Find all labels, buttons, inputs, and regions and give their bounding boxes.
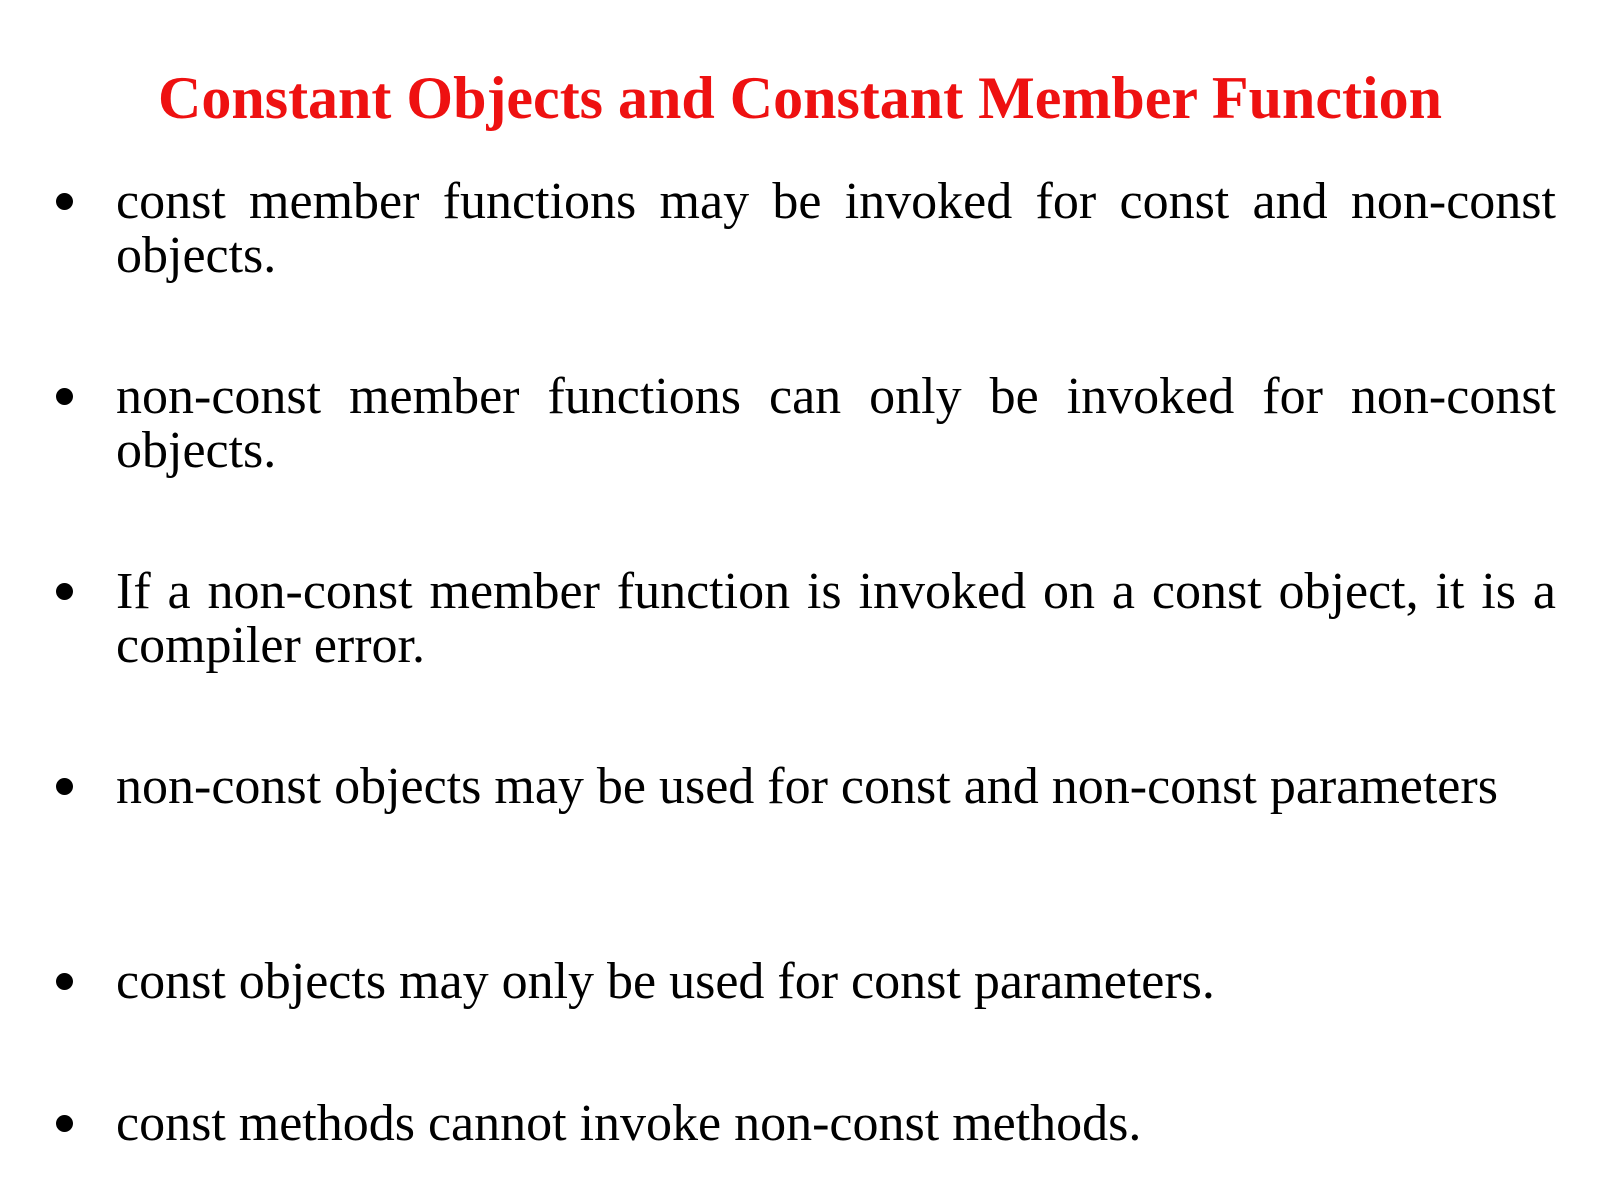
bullet-dot-icon: [56, 583, 73, 600]
bullet-text: If a non-const member function is invoked on a const object, it is a compiler error.: [116, 563, 1556, 674]
bullet-dot-icon: [56, 1115, 73, 1132]
bullet-text: const objects may only be used for const parameters.: [116, 953, 1215, 1010]
bullet-text: const member functions may be invoked for const and non-const objects.: [116, 173, 1556, 284]
bullet-dot-icon: [56, 193, 73, 210]
bullet-text: const methods cannot invoke non-const methods.: [116, 1095, 1142, 1152]
bullet-dot-icon: [56, 388, 73, 405]
slide-title: Constant Objects and Constant Member Function: [158, 65, 1442, 131]
bullet-dot-icon: [56, 778, 73, 795]
bullet-text: non-const objects may be used for const and non-const parameters: [116, 758, 1498, 815]
bullet-dot-icon: [56, 973, 73, 990]
bullet-text: non-const member functions can only be invoked for non-const objects.: [116, 368, 1556, 479]
